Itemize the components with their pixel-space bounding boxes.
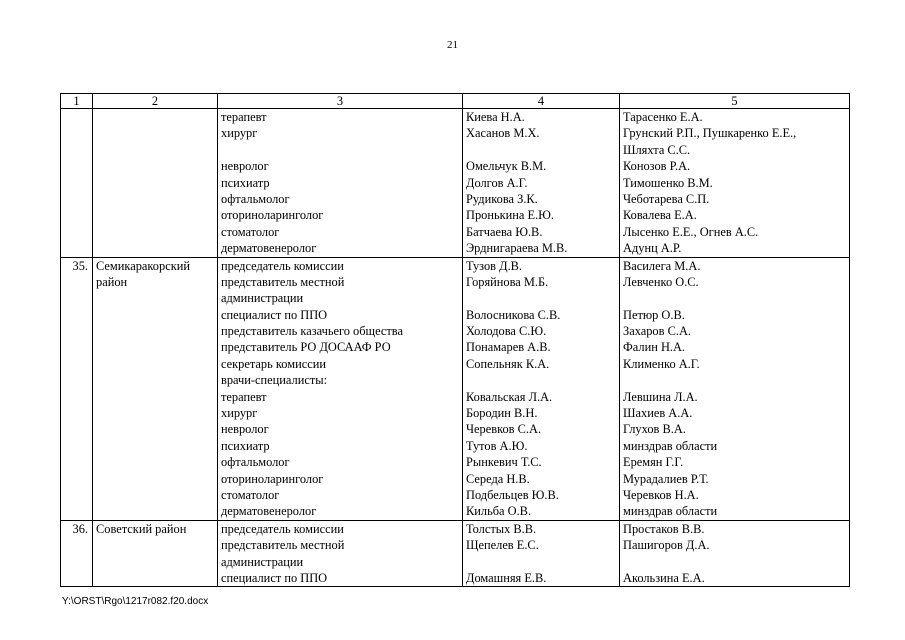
member-line: Понамарев А.В.: [466, 340, 551, 355]
deputy-line: минздрав области: [623, 504, 718, 519]
role-line: председатель комиссии: [221, 521, 344, 536]
deputy-line: Лысенко Е.Е., Огнев А.С.: [623, 224, 759, 239]
role-line: психиатр: [221, 438, 270, 453]
row-number: [64, 109, 88, 125]
role-line: терапевт: [221, 389, 267, 404]
role-line: офтальмолог: [221, 191, 290, 206]
deputy-cell: [620, 520, 850, 587]
role-line: специалист по ППО: [221, 570, 328, 585]
role-line: дерматовенеролог: [221, 241, 317, 256]
member-line: Подбельцев Ю.В.: [466, 487, 559, 502]
member-line: [466, 290, 616, 306]
role-cell: [218, 257, 463, 520]
district-cell: [93, 257, 218, 520]
deputy-line: Простаков В.В.: [623, 521, 705, 536]
role-line: секретарь комиссии: [221, 356, 326, 371]
role-line: офтальмолог: [221, 455, 290, 470]
role-line: врачи-специалисты:: [221, 373, 328, 388]
role-cell: [218, 520, 463, 587]
deputy-line: Шахиев А.А.: [623, 406, 693, 421]
deputy-line: Глухов В.А.: [623, 422, 686, 437]
deputy-line: Акользина Е.А.: [623, 570, 705, 585]
deputy-line: Фалин Н.А.: [623, 340, 686, 355]
deputy-line: Еремян Г.Г.: [623, 455, 684, 470]
row-number-cell: [61, 520, 93, 587]
deputy-line: Клименко А.Г.: [623, 356, 700, 371]
row-number-cell: [61, 257, 93, 520]
deputy-line: [623, 372, 846, 388]
column-header: 5: [620, 94, 850, 109]
column-header: 2: [93, 94, 218, 109]
role-line: [221, 142, 459, 158]
role-line: стоматолог: [221, 224, 280, 239]
member-line: Домашняя Е.В.: [466, 570, 547, 585]
table-row: [61, 520, 850, 587]
district-line: район: [96, 274, 128, 289]
deputy-line: [623, 554, 846, 570]
table-row: [61, 109, 850, 258]
deputy-line: Шляхта С.С.: [623, 142, 691, 157]
role-line: невролог: [221, 159, 269, 174]
member-line: [466, 142, 616, 158]
member-cell: [463, 109, 620, 258]
member-line: Волосникова С.В.: [466, 307, 561, 322]
member-line: Хасанов М.Х.: [466, 126, 540, 141]
deputy-cell: [620, 257, 850, 520]
deputy-line: Левченко О.С.: [623, 274, 699, 289]
role-cell: [218, 109, 463, 258]
deputy-line: Тимошенко В.М.: [623, 175, 713, 190]
role-line: стоматолог: [221, 487, 280, 502]
column-header: 4: [463, 94, 620, 109]
role-line: оториноларинголог: [221, 208, 324, 223]
member-cell: [463, 520, 620, 587]
deputy-line: минздрав области: [623, 438, 718, 453]
deputy-line: Левшина Л.А.: [623, 389, 698, 404]
member-line: Толстых В.В.: [466, 521, 537, 536]
deputy-line: Конозов Р.А.: [623, 159, 691, 174]
member-line: Киева Н.А.: [466, 110, 525, 124]
role-line: администрации: [221, 554, 304, 569]
member-line: [466, 372, 616, 388]
member-line: Ковальская Л.А.: [466, 389, 553, 404]
member-line: Кильба О.В.: [466, 504, 532, 519]
member-line: Середа Н.В.: [466, 471, 530, 486]
deputy-line: Пашигоров Д.А.: [623, 538, 710, 553]
member-line: Бородин В.Н.: [466, 406, 538, 421]
role-line: терапевт: [221, 110, 267, 124]
member-line: Сопельняк К.А.: [466, 356, 550, 371]
role-line: представитель местной: [221, 274, 345, 289]
member-line: Эрднигараева М.В.: [466, 241, 568, 256]
role-line: хирург: [221, 126, 258, 141]
deputy-cell: [620, 109, 850, 258]
commission-table: [60, 93, 850, 587]
role-line: психиатр: [221, 175, 270, 190]
deputy-line: Адунц А.Р.: [623, 241, 682, 256]
role-line: представитель казачьего общества: [221, 324, 403, 339]
member-line: Тутов А.Ю.: [466, 438, 528, 453]
deputy-line: Тарасенко Е.А.: [623, 110, 703, 124]
file-path-footer: Y:\ORST\Rgo\1217r082.f20.docx: [62, 596, 209, 607]
member-line: [466, 554, 616, 570]
role-line: председатель комиссии: [221, 258, 344, 273]
role-line: хирург: [221, 406, 258, 421]
column-header: 3: [218, 94, 463, 109]
deputy-line: Мурадалиев Р.Т.: [623, 471, 709, 486]
deputy-line: Василега М.А.: [623, 258, 701, 273]
table-row: [61, 257, 850, 520]
member-line: Батчаева Ю.В.: [466, 224, 543, 239]
member-line: Омельчук В.М.: [466, 159, 547, 174]
member-line: Пронькина Е.Ю.: [466, 208, 554, 223]
column-header: 1: [61, 94, 93, 109]
member-line: Рынкевич Т.С.: [466, 455, 542, 470]
district-line: Семикаракорский: [96, 258, 190, 273]
deputy-line: Ковалева Е.А.: [623, 208, 697, 223]
role-line: специалист по ППО: [221, 307, 328, 322]
deputy-line: Грунский Р.П., Пушкаренко Е.Е.,: [623, 126, 797, 141]
role-line: оториноларинголог: [221, 471, 324, 486]
role-line: представитель РО ДОСААФ РО: [221, 340, 391, 355]
row-number-cell: [61, 109, 93, 258]
row-number: 36.: [72, 521, 88, 536]
district-cell: [93, 109, 218, 258]
role-line: представитель местной: [221, 538, 345, 553]
member-line: Черевков С.А.: [466, 422, 542, 437]
role-line: дерматовенеролог: [221, 504, 317, 519]
deputy-line: Чеботарева С.П.: [623, 191, 710, 206]
role-line: администрации: [221, 291, 304, 306]
member-line: Холодова С.Ю.: [466, 324, 547, 339]
page-number: 21: [447, 39, 458, 51]
district-line: Советский район: [96, 521, 187, 536]
member-cell: [463, 257, 620, 520]
deputy-line: Черевков Н.А.: [623, 487, 699, 502]
table-header-row: [61, 94, 850, 109]
member-line: Долгов А.Г.: [466, 175, 528, 190]
member-line: Рудикова З.К.: [466, 191, 538, 206]
member-line: Щепелев Е.С.: [466, 538, 539, 553]
deputy-line: Петюр О.В.: [623, 307, 685, 322]
member-line: Горяйнова М.Б.: [466, 274, 549, 289]
deputy-line: [623, 290, 846, 306]
role-line: невролог: [221, 422, 269, 437]
member-line: Тузов Д.В.: [466, 258, 523, 273]
deputy-line: Захаров С.А.: [623, 324, 691, 339]
district-cell: [93, 520, 218, 587]
row-number: 35.: [72, 258, 88, 273]
